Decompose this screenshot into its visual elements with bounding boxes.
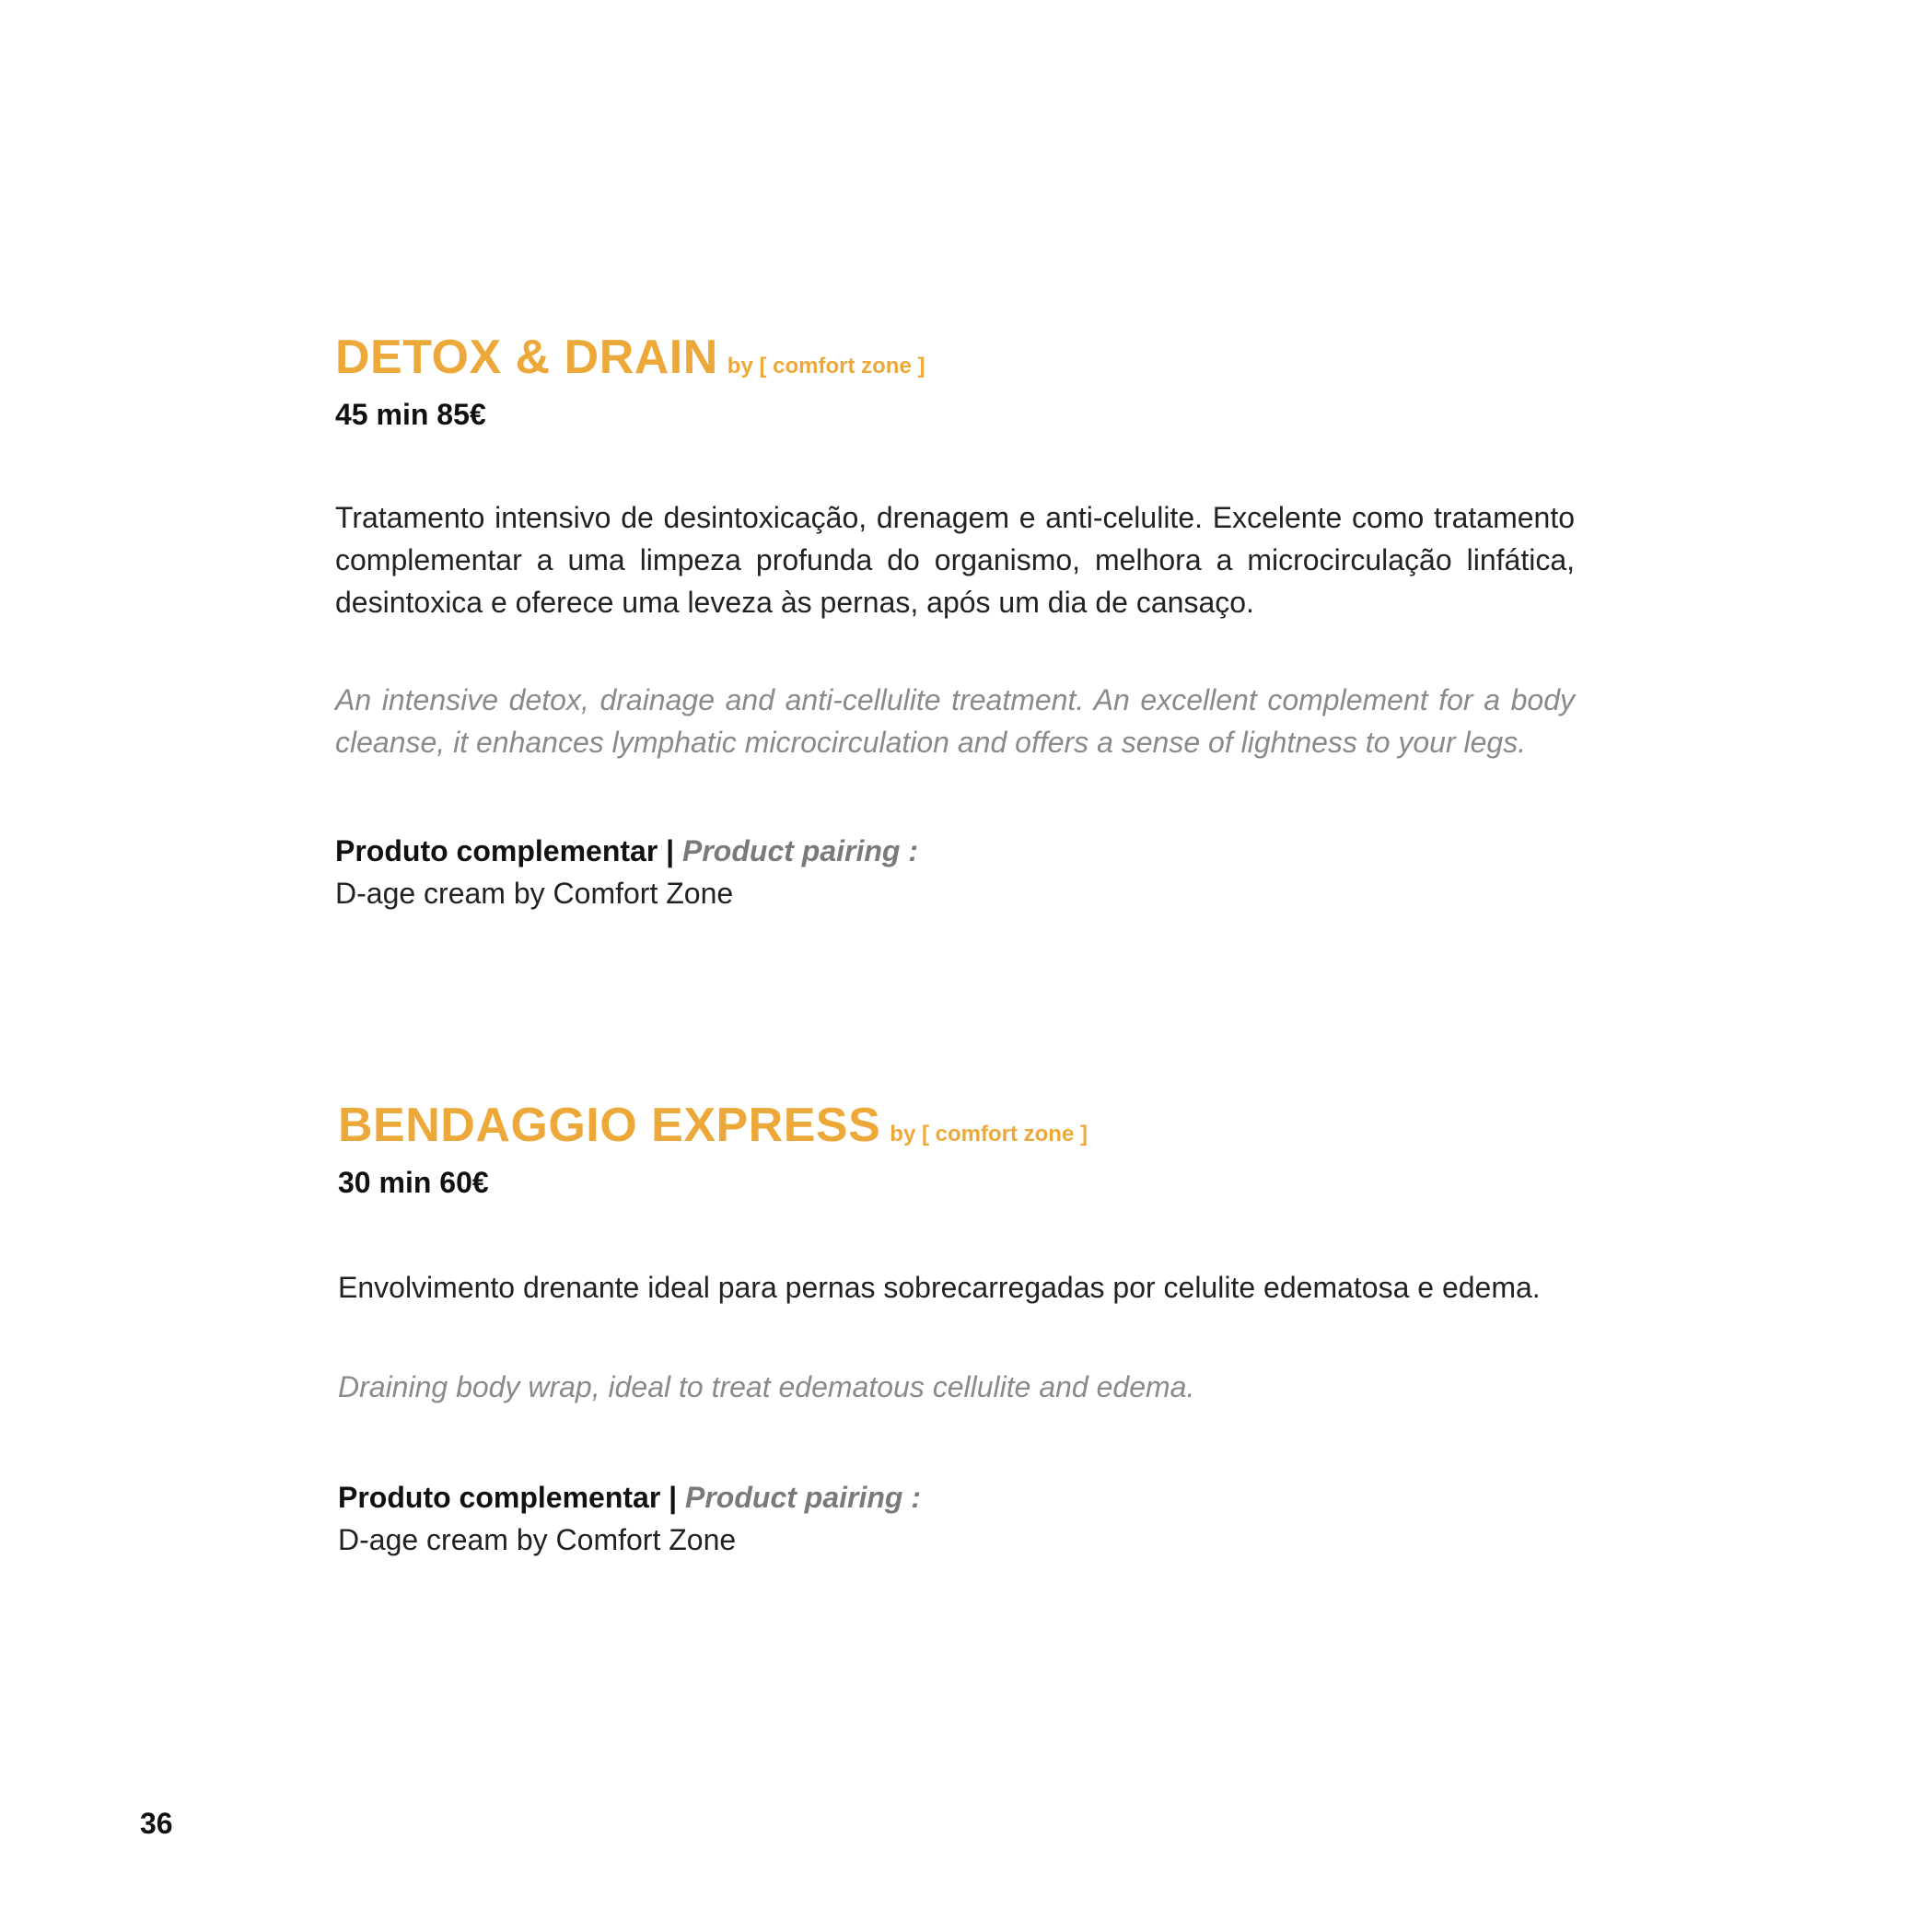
pairing-label bbox=[335, 830, 1575, 872]
pairing-label-en: Product pairing : bbox=[685, 1481, 921, 1514]
pairing-label-en: Product pairing : bbox=[682, 834, 918, 867]
treatment-price: 45 min 85€ bbox=[335, 398, 486, 431]
treatment-name: DETOX & DRAIN bbox=[335, 331, 718, 384]
treatment-price: 30 min 60€ bbox=[338, 1166, 489, 1199]
treatment-title bbox=[338, 1099, 1577, 1152]
treatment-name: BENDAGGIO EXPRESS bbox=[338, 1099, 881, 1152]
description-en: An intensive detox, drainage and anti-cellulite treatment. An excellent complement for a body cleanse, it enhances lymphatic microcirculation and offers a sense of lightness to your legs. bbox=[335, 683, 1575, 759]
pairing-product: D-age cream by Comfort Zone bbox=[335, 877, 734, 910]
treatment-brand: by [ comfort zone ] bbox=[727, 354, 925, 378]
description-en: Draining body wrap, ideal to treat edematous cellulite and edema. bbox=[338, 1370, 1195, 1403]
description-pt: Envolvimento drenante ideal para pernas sobrecarregadas por celulite edematosa e edema. bbox=[338, 1271, 1541, 1304]
description-pt: Tratamento intensivo de desintoxicação, drenagem e anti-celulite. Excelente como tratamento complementar a uma limpeza profunda do organismo, melhora a microcirculação linfática, desintoxica e oferece uma leveza às pernas, após um dia de cansaço. bbox=[335, 501, 1575, 619]
pairing-product: D-age cream by Comfort Zone bbox=[338, 1523, 737, 1556]
treatment-detox-drain bbox=[335, 333, 1575, 914]
page-number: 36 bbox=[140, 1807, 173, 1840]
product-pairing bbox=[338, 1476, 1577, 1561]
pairing-label-pt: Produto complementar | bbox=[338, 1481, 685, 1514]
treatment-title bbox=[335, 331, 1575, 384]
product-pairing bbox=[335, 830, 1575, 914]
treatment-bendaggio-express bbox=[338, 1101, 1577, 1561]
pairing-label bbox=[338, 1476, 1577, 1519]
treatment-brand: by [ comfort zone ] bbox=[890, 1122, 1088, 1146]
pairing-label-pt: Produto complementar | bbox=[335, 834, 682, 867]
